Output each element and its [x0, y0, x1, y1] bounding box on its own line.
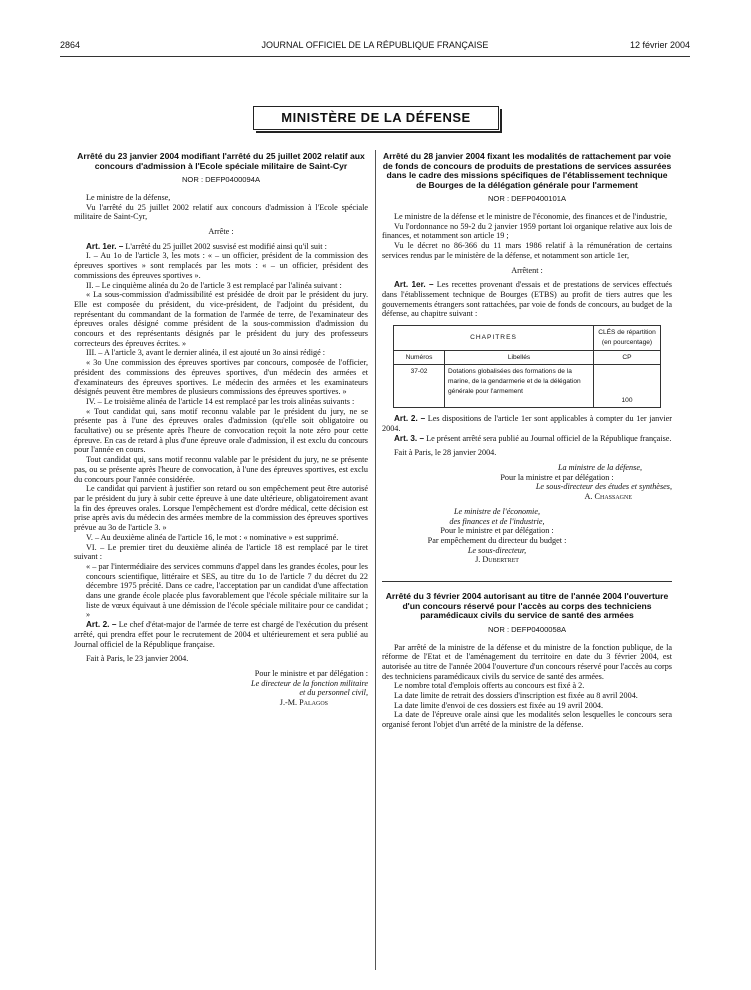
th-chapitres: CHAPITRES [394, 326, 594, 350]
left-p2: Vu l'arrêté du 25 juillet 2002 relatif aux concours d'admission à l'Ecole spéciale militaire de Saint-Cyr, [74, 202, 368, 222]
right-q3: La date limite de retrait des dossiers d'inscription est fixée au 8 avril 2004. [394, 691, 638, 701]
left-title: Arrêté du 23 janvier 2004 modifiant l'arrêté du 25 juillet 2002 relatif aux concours d'admission à l'Ecole spéciale militaire de Saint-Cyr [77, 151, 365, 171]
right-art2 [382, 414, 672, 433]
left-sig2: Le directeur de la fonction militaire [251, 678, 368, 688]
art2-text: Le chef d'état-major de l'armée de terre est chargé de l'exécution du présent arrêté, qui prendra effet pour le recrutement de 2004 et ultérieurement et sera publié au Journal officiel de la République française. [74, 620, 368, 649]
right-s7: Pour le ministre et par délégation : [440, 526, 554, 536]
left-p-vi-quote: « – par l'intermédiaire des services communs d'appel dans les grandes écoles, pour les concours scientifique, littéraire et SES, au titre du 1o de l'article 7 du décret du 22 décembre 1975 précité. Dans ce cadre, l'acceptation par un candidat d'une affectation dans une grande école placée plus favorablement que l'école spéciale militaire sur la liste de vœux équivaut à une démission de l'école spéciale militaire pour ce candidat ; » [86, 561, 368, 620]
left-p1: Le ministre de la défense, [86, 192, 171, 202]
column-divider [375, 150, 376, 970]
right-s4: A. Chassagne [584, 492, 632, 502]
left-nor: NOR : DEFP0400094A [181, 175, 261, 185]
left-p-iv: IV. – Le troisième alinéa de l'article 14 est remplacé par les trois alinéas suivants : [86, 396, 355, 406]
journal-title: JOURNAL OFFICIEL DE LA RÉPUBLIQUE FRANÇAISE [261, 40, 489, 50]
left-p-iv-quote3: Le candidat qui parvient à justifier son retard ou son empêchement peut être autorisé par le président du jury à subir cette épreuve à une date ultérieure, obligatoirement avant la fin des épreuves orales. Lorsque l'empêchement est d'ordre médical, cette décision est prise après avis du médecin des armées membre de la commission des épreuves sportives prévue au 3o de l'article 3. » [74, 484, 368, 533]
right-nor2: NOR : DEFP0400058A [487, 624, 567, 634]
left-done: Fait à Paris, le 23 janvier 2004. [86, 654, 189, 664]
left-art2 [74, 620, 368, 649]
art1-label: Art. 1er. – [86, 241, 124, 251]
left-p-i: I. – Au 1o de l'article 3, les mots : « – un officier, président de la commission des épreuves sportives » sont remplacés par les mots : « – un officier, président des commissions des épreuves sportives ». [74, 251, 368, 280]
r-art2-label: Art. 2. – [394, 414, 426, 424]
page-number: 2864 [60, 40, 81, 50]
right-p3: Vu le décret no 86-366 du 11 mars 1986 relatif à la rémunération de certains services rendus par le ministère de la défense, et notamment son article 1er, [382, 241, 672, 260]
left-p-v: V. – Au deuxième alinéa de l'article 16, le mot : « nominative » est supprimé. [86, 532, 339, 542]
right-s2: Pour la ministre et par délégation : [500, 472, 614, 482]
th-cles: CLÉS de répartition (en pourcentage) [594, 326, 661, 350]
r-art3-label: Art. 3. – [394, 433, 425, 443]
chapters-table [393, 325, 661, 408]
left-arrete: Arrête : [208, 227, 234, 236]
left-p-vi: VI. – Le premier tiret du deuxième alinéa de l'article 18 est remplacé par le tiret suivant : [74, 542, 368, 562]
right-s1: La ministre de la défense, [557, 463, 642, 473]
r-art1-label: Art. 1er. – [394, 280, 434, 290]
th-cp: CP [594, 350, 661, 365]
right-q4: La date limite d'envoi de ces dossiers est fixée au 19 avril 2004. [394, 700, 604, 710]
right-p2: Vu l'ordonnance no 59-2 du 2 janvier 1959 portant loi organique relative aux lois de finances, et notamment son article 19 ; [382, 221, 672, 241]
right-arretent: Arrêtent : [511, 265, 543, 275]
left-p-iii-quote: « 3o Une commission des épreuves sportives par concours, composée de l'officier, président des commissions des épreuves sportives, d'un médecin des armées et d'examinateurs des épreuves sportives. Le médecin des armées et les examinateurs désignés peuvent être membres de plusieurs commissions des épreuves sportives. » [74, 358, 368, 397]
right-done: Fait à Paris, le 28 janvier 2004. [394, 448, 497, 458]
left-sig4: J.-M. Palagos [279, 698, 328, 708]
left-art1 [74, 242, 368, 252]
cell-val: 100 [594, 365, 661, 408]
th-numeros: Numéros [394, 350, 445, 365]
page-header [60, 40, 690, 54]
r-art3-text: Le présent arrêté sera publié au Journal officiel de la République française. [424, 433, 672, 443]
r-art1-text: Les recettes provenant d'essais et de prestations de services effectués dans l'établissement technique de Bourges (ETBS) au profit de tiers autres que les gouvernements étrangers sont rattachées, par voie de fonds de concours, au budget de la défense, au chapitre suivant : [382, 280, 672, 319]
right-p1: Le ministre de la défense et le ministre de l'économie, des finances et de l'industrie, [394, 212, 668, 222]
cell-lib: Dotations globalisées des formations de la marine, de la gendarmerie et de la délégation générale pour l'armement [445, 365, 594, 408]
right-s3: Le sous-directeur des études et synthèses, [535, 482, 672, 492]
issue-date: 12 février 2004 [629, 40, 690, 50]
th-libelles: Libellés [445, 350, 594, 365]
header-rule [60, 56, 690, 57]
right-q5: La date de l'épreuve orale ainsi que les modalités selon lesquelles le concours sera organisé feront l'objet d'un arrêté de la ministre de la défense. [382, 710, 672, 730]
right-column [382, 152, 672, 730]
ministry-box: MINISTÈRE DE LA DÉFENSE [253, 106, 499, 130]
right-q2: Le nombre total d'emplois offerts au concours est fixé à 2. [394, 681, 585, 691]
right-s6: des finances et de l'industrie, [449, 516, 545, 526]
left-sig3: et du personnel civil, [299, 688, 368, 698]
left-column [74, 152, 368, 708]
left-p-iii: III. – A l'article 3, avant le dernier alinéa, il est ajouté un 3o ainsi rédigé : [86, 348, 326, 358]
left-sig1: Pour le ministre et par délégation : [254, 668, 368, 678]
right-art3 [382, 434, 672, 444]
right-title2: Arrêté du 3 février 2004 autorisant au titre de l'année 2004 l'ouverture d'un concours réservé pour l'accès au corps des techniciens paramédicaux civils du service de santé des armées [385, 591, 669, 621]
section-separator [382, 581, 672, 582]
art2-label: Art. 2. – [86, 620, 117, 630]
right-s5: Le ministre de l'économie, [453, 506, 541, 516]
right-s10: J. Dubertret [475, 555, 519, 565]
left-p-iv-quote2: Tout candidat qui, sans motif reconnu valable par le président du jury, ne se présente pas, ou se présente après l'heure de convocation, à l'une des épreuves sportives, est exclu du concours pour l'année considérée. [74, 455, 368, 484]
right-s8: Par empêchement du directeur du budget : [427, 535, 567, 545]
cell-num: 37-02 [394, 365, 445, 408]
right-s9: Le sous-directeur, [467, 545, 527, 555]
right-nor: NOR : DEFP0400101A [487, 194, 567, 204]
right-art1 [382, 280, 672, 319]
left-p-ii: II. – Le cinquième alinéa du 2o de l'article 3 est remplacé par l'alinéa suivant : [86, 280, 342, 290]
left-p-iv-quote1: « Tout candidat qui, sans motif reconnu valable par le président du jury, ne se présente pas à l'une des épreuves orales d'admission (qu'elle soit obligatoire ou facultative) ou se présente après l'heure de convocation reçoit la note zéro pour cette épreuve. En cas de retard à plus d'une épreuve orale d'admission, il est exclu du concours pour l'année en cours. [74, 406, 368, 455]
right-q1: Par arrêté de la ministre de la défense et du ministre de la fonction publique, de la réforme de l'Etat et de l'aménagement du territoire en date du 3 février 2004, est autorisée au titre de l'année 2004 l'ouverture d'un concours réservé pour l'accès au corps des techniciens paramédicaux civils du service de santé des armées. [382, 642, 672, 681]
left-p-ii-quote: « La sous-commission d'admissibilité est présidée de droit par le président du jury. Elle est composée du président, du vice-président, de l'adjoint du président, du représentant du commandant de la formation de l'armée de terre, de l'examinateur des épreuves orales désigné comme président de la sous-commission d'admission du concours et des représentants désignés par le président du jury des professeurs correcteurs des épreuves écrites. » [74, 290, 368, 348]
r-art2-text: Les dispositions de l'article 1er sont applicables à compter du 1er janvier 2004. [382, 414, 672, 433]
right-title: Arrêté du 28 janvier 2004 fixant les modalités de rattachement par voie de fonds de concours de produits de prestations de services assurées dans le cadre des missions spécifiques de l'établissement technique de Bourges de la délégation générale pour l'armement [382, 151, 672, 190]
art1-text: L'arrêté du 25 juillet 2002 susvisé est modifié ainsi qu'il suit : [123, 241, 327, 251]
